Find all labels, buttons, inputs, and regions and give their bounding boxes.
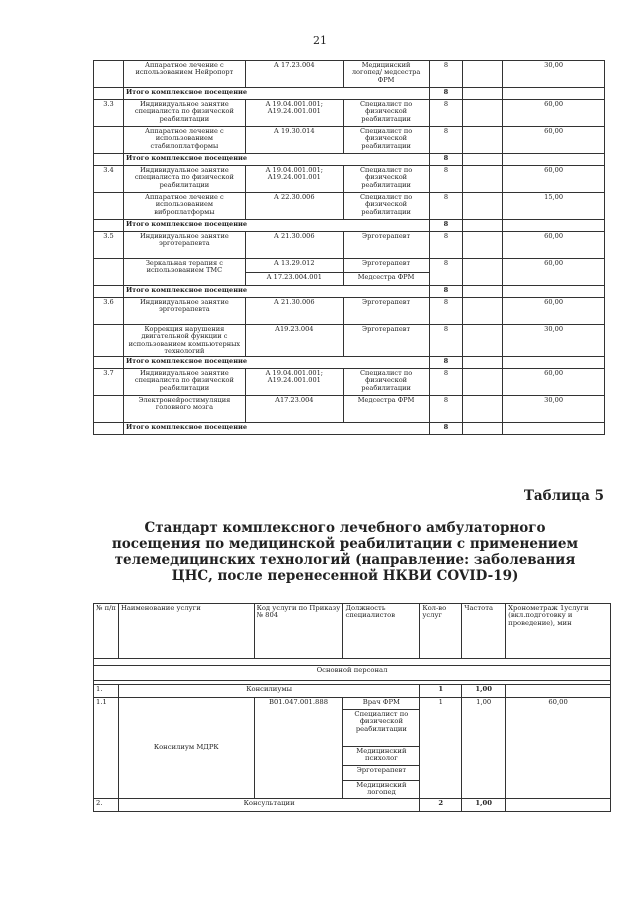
freq-cell bbox=[463, 396, 503, 423]
specialist-cell: Медицинский логопед bbox=[343, 781, 420, 799]
num-cell bbox=[94, 220, 124, 232]
item-time: 60,00 bbox=[506, 698, 611, 799]
service-cell: Индивидуальное занятие эрготерапевта bbox=[123, 232, 245, 259]
code-cell: А 19.30.014 bbox=[245, 127, 343, 154]
freq-cell bbox=[463, 220, 503, 232]
total-row bbox=[94, 286, 605, 298]
freq-cell bbox=[463, 127, 503, 154]
code-cell: А 22.30.006 bbox=[245, 193, 343, 220]
specialist-cell: Эрготерапевт bbox=[343, 325, 429, 357]
freq-cell bbox=[463, 325, 503, 357]
time-cell: 60,00 bbox=[503, 259, 605, 286]
count-cell: 8 bbox=[429, 325, 463, 357]
total-label: Итого комплексное посещение bbox=[123, 357, 429, 369]
group-freq: 1,00 bbox=[462, 685, 506, 698]
num-cell: 3.4 bbox=[94, 166, 124, 193]
specialist-cell: Медицинский психолог bbox=[343, 747, 420, 766]
total-count: 8 bbox=[429, 154, 463, 166]
freq-cell bbox=[463, 286, 503, 298]
freq-cell bbox=[463, 357, 503, 369]
header-code: Код услуги по Приказу № 804 bbox=[254, 604, 343, 659]
total-count: 8 bbox=[429, 220, 463, 232]
table-row bbox=[94, 298, 605, 325]
specialist-cell: Специалист по физической реабилитации bbox=[343, 710, 420, 747]
num-cell: 3.3 bbox=[94, 100, 124, 127]
time-cell: 30,00 bbox=[503, 61, 605, 88]
code-cell: А17.23.004 bbox=[245, 396, 343, 423]
header-count: Кол-во услуг bbox=[420, 604, 462, 659]
service-cell: Электронейростимуляция головного мозга bbox=[123, 396, 245, 423]
group-count: 2 bbox=[420, 798, 462, 811]
time-cell: 60,00 bbox=[503, 127, 605, 154]
code-cell: А 17.23.004.001 bbox=[245, 272, 343, 286]
item-service: Консилиум МДРК bbox=[118, 698, 254, 799]
time-cell: 60,00 bbox=[503, 369, 605, 396]
table-row bbox=[94, 232, 605, 259]
count-cell: 8 bbox=[429, 232, 463, 259]
count-cell: 8 bbox=[429, 127, 463, 154]
total-count: 8 bbox=[429, 423, 463, 435]
specialist-cell: Эрготерапевт bbox=[343, 232, 429, 259]
table-row bbox=[94, 369, 605, 396]
header-num: № п/п bbox=[94, 604, 119, 659]
header-specialist: Должность специалистов bbox=[343, 604, 420, 659]
code-cell: А19.23.004 bbox=[245, 325, 343, 357]
time-cell: 60,00 bbox=[503, 100, 605, 127]
code-cell: А 21.30.006 bbox=[245, 232, 343, 259]
freq-cell bbox=[463, 166, 503, 193]
total-label: Итого комплексное посещение bbox=[123, 220, 429, 232]
service-cell: Индивидуальное занятие эрготерапевта bbox=[123, 298, 245, 325]
code-cell: А 19.04.001.001; А19.24.001.001 bbox=[245, 369, 343, 396]
total-label: Итого комплексное посещение bbox=[123, 88, 429, 100]
table-row bbox=[94, 61, 605, 88]
total-row bbox=[94, 220, 605, 232]
num-cell bbox=[94, 259, 124, 286]
num-cell: 3.6 bbox=[94, 298, 124, 325]
code-cell: А 19.04.001.001; А19.24.001.001 bbox=[245, 166, 343, 193]
count-cell: 8 bbox=[429, 259, 463, 286]
time-cell: 60,00 bbox=[503, 298, 605, 325]
total-count: 8 bbox=[429, 88, 463, 100]
item-freq: 1,00 bbox=[462, 698, 506, 799]
num-cell bbox=[94, 286, 124, 298]
table-row bbox=[94, 127, 605, 154]
total-row bbox=[94, 423, 605, 435]
code-cell: А 17.23.004 bbox=[245, 61, 343, 88]
time-cell bbox=[503, 154, 605, 166]
freq-cell bbox=[463, 100, 503, 127]
time-cell: 30,00 bbox=[503, 396, 605, 423]
freq-cell bbox=[463, 88, 503, 100]
header-service: Наименование услуги bbox=[118, 604, 254, 659]
time-cell: 30,00 bbox=[503, 325, 605, 357]
code-cell: А 19.04.001.001; А19.24.001.001 bbox=[245, 100, 343, 127]
standard-heading: Стандарт комплексного лечебного амбулаторного посещения по медицинской реабилитации с применением телемедицинских технологий (направление: заболевания ЦНС, после перенесенной НКВИ COVID-19) bbox=[111, 520, 579, 584]
group-label: Консилиумы bbox=[118, 685, 419, 698]
group-freq: 1,00 bbox=[462, 798, 506, 811]
table-header-row bbox=[94, 604, 611, 659]
freq-cell bbox=[463, 369, 503, 396]
total-label: Итого комплексное посещение bbox=[123, 286, 429, 298]
table-row bbox=[94, 259, 605, 273]
count-cell: 8 bbox=[429, 166, 463, 193]
specialist-cell: Медсестра ФРМ bbox=[343, 396, 429, 423]
rehab-table-continued bbox=[93, 60, 605, 435]
freq-cell bbox=[463, 61, 503, 88]
specialist-cell: Специалист по физической реабилитации bbox=[343, 166, 429, 193]
group-label: Консультации bbox=[118, 798, 419, 811]
num-cell bbox=[94, 396, 124, 423]
section-row: Основной персонал bbox=[94, 666, 611, 681]
header-freq: Частота bbox=[462, 604, 506, 659]
time-cell bbox=[503, 220, 605, 232]
specialist-cell: Медсестра ФРМ bbox=[343, 272, 429, 286]
table-row bbox=[94, 325, 605, 357]
num-cell: 3.5 bbox=[94, 232, 124, 259]
num-cell bbox=[94, 193, 124, 220]
count-cell: 8 bbox=[429, 100, 463, 127]
header-time: Хронометраж 1услуги (вкл.подготовку и проведение), мин bbox=[506, 604, 611, 659]
specialist-cell: Специалист по физической реабилитации bbox=[343, 193, 429, 220]
count-cell: 8 bbox=[429, 298, 463, 325]
service-cell: Аппаратное лечение с использованием виброплатформы bbox=[123, 193, 245, 220]
group-row bbox=[94, 798, 611, 811]
time-cell: 60,00 bbox=[503, 232, 605, 259]
count-cell: 8 bbox=[429, 369, 463, 396]
table-caption: Таблица 5 bbox=[523, 488, 604, 504]
group-row bbox=[94, 685, 611, 698]
table-row bbox=[94, 698, 611, 710]
time-cell bbox=[503, 88, 605, 100]
specialist-cell: Врач ФРМ bbox=[343, 698, 420, 710]
total-count: 8 bbox=[429, 286, 463, 298]
time-cell bbox=[503, 357, 605, 369]
num-cell bbox=[94, 127, 124, 154]
time-cell: 60,00 bbox=[503, 166, 605, 193]
num-cell bbox=[94, 154, 124, 166]
time-cell bbox=[503, 286, 605, 298]
freq-cell bbox=[463, 298, 503, 325]
freq-cell bbox=[463, 193, 503, 220]
num-cell bbox=[94, 61, 124, 88]
item-num: 1.1 bbox=[94, 698, 119, 799]
time-cell bbox=[503, 423, 605, 435]
freq-cell bbox=[463, 154, 503, 166]
group-count: 1 bbox=[420, 685, 462, 698]
num-cell: 3.7 bbox=[94, 369, 124, 396]
freq-cell bbox=[463, 232, 503, 259]
num-cell bbox=[94, 325, 124, 357]
total-label: Итого комплексное посещение bbox=[123, 154, 429, 166]
freq-cell bbox=[463, 423, 503, 435]
service-cell: Коррекция нарушения двигательной функции с использованием компьютерных технологий bbox=[123, 325, 245, 357]
count-cell: 8 bbox=[429, 396, 463, 423]
group-num: 1. bbox=[94, 685, 119, 698]
service-cell: Индивидуальное занятие специалиста по физической реабилитации bbox=[123, 369, 245, 396]
specialist-cell: Медицинский логопед/ медсестра ФРМ bbox=[343, 61, 429, 88]
specialist-cell: Эрготерапевт bbox=[343, 766, 420, 781]
count-cell: 8 bbox=[429, 61, 463, 88]
total-label: Итого комплексное посещение bbox=[123, 423, 429, 435]
specialist-cell: Эрготерапевт bbox=[343, 298, 429, 325]
service-cell: Аппаратное лечение с использованием стабилоплатформы bbox=[123, 127, 245, 154]
num-cell bbox=[94, 423, 124, 435]
num-cell bbox=[94, 357, 124, 369]
specialist-cell: Специалист по физической реабилитации bbox=[343, 369, 429, 396]
table-row bbox=[94, 396, 605, 423]
specialist-cell: Специалист по физической реабилитации bbox=[343, 100, 429, 127]
freq-cell bbox=[463, 259, 503, 286]
time-cell: 15,00 bbox=[503, 193, 605, 220]
specialist-cell: Специалист по физической реабилитации bbox=[343, 127, 429, 154]
service-cell: Индивидуальное занятие специалиста по физической реабилитации bbox=[123, 100, 245, 127]
service-cell: Индивидуальное занятие специалиста по физической реабилитации bbox=[123, 166, 245, 193]
item-count: 1 bbox=[420, 698, 462, 799]
page-number: 21 bbox=[313, 34, 327, 47]
total-row bbox=[94, 88, 605, 100]
num-cell bbox=[94, 88, 124, 100]
specialist-cell: Эрготерапевт bbox=[343, 259, 429, 273]
total-row bbox=[94, 154, 605, 166]
service-cell: Аппаратное лечение с использованием Нейропорт bbox=[123, 61, 245, 88]
item-code: В01.047.001.888 bbox=[254, 698, 343, 799]
total-row bbox=[94, 357, 605, 369]
table-row bbox=[94, 193, 605, 220]
spacer-row bbox=[94, 659, 611, 666]
service-cell: Зеркальная терапия с использованием ТМС bbox=[123, 259, 245, 286]
table-row bbox=[94, 100, 605, 127]
group-num: 2. bbox=[94, 798, 119, 811]
table-row bbox=[94, 166, 605, 193]
code-cell: А 21.30.006 bbox=[245, 298, 343, 325]
count-cell: 8 bbox=[429, 193, 463, 220]
code-cell: А 13.29.012 bbox=[245, 259, 343, 273]
total-count: 8 bbox=[429, 357, 463, 369]
standard-table bbox=[93, 603, 611, 812]
